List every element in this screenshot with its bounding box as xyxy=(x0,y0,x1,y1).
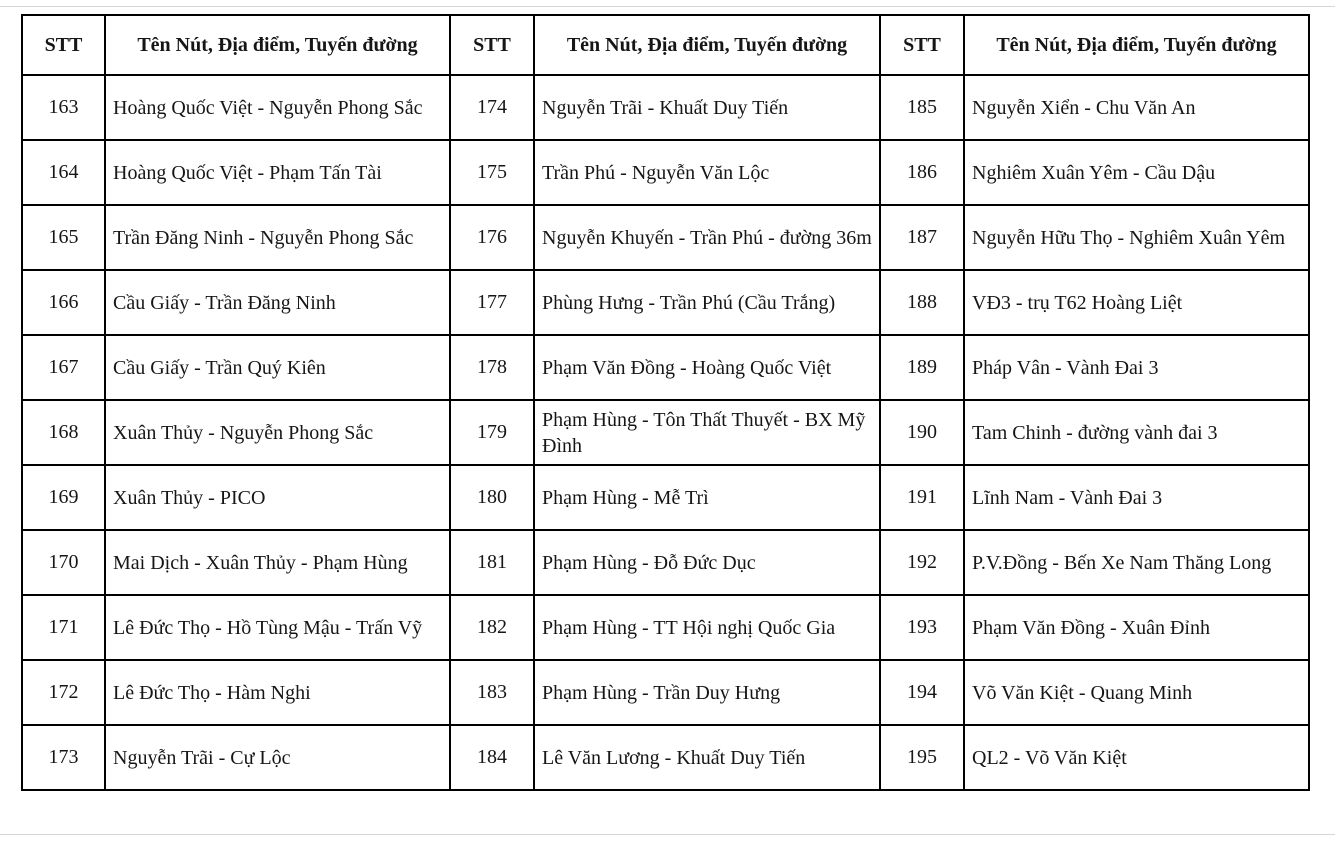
stt-cell: 192 xyxy=(880,530,964,595)
table-header xyxy=(22,15,1309,75)
route-cell: Hoàng Quốc Việt - Phạm Tấn Tài xyxy=(105,140,450,205)
stt-cell: 185 xyxy=(880,75,964,140)
table-row xyxy=(22,400,1309,465)
table-body xyxy=(22,75,1309,790)
stt-cell: 177 xyxy=(450,270,534,335)
stt-cell: 170 xyxy=(22,530,105,595)
route-cell: VĐ3 - trụ T62 Hoàng Liệt xyxy=(964,270,1309,335)
table-row xyxy=(22,270,1309,335)
route-cell: Pháp Vân - Vành Đai 3 xyxy=(964,335,1309,400)
route-cell: Phạm Hùng - TT Hội nghị Quốc Gia xyxy=(534,595,880,660)
stt-cell: 175 xyxy=(450,140,534,205)
route-cell: Phạm Hùng - Tôn Thất Thuyết - BX Mỹ Đình xyxy=(534,400,880,465)
stt-cell: 176 xyxy=(450,205,534,270)
route-cell: Nguyễn Trãi - Khuất Duy Tiến xyxy=(534,75,880,140)
stt-cell: 167 xyxy=(22,335,105,400)
stt-cell: 194 xyxy=(880,660,964,725)
route-cell: Võ Văn Kiệt - Quang Minh xyxy=(964,660,1309,725)
stt-cell: 188 xyxy=(880,270,964,335)
stt-cell: 166 xyxy=(22,270,105,335)
stt-cell: 164 xyxy=(22,140,105,205)
stt-cell: 181 xyxy=(450,530,534,595)
route-cell: Trần Phú - Nguyễn Văn Lộc xyxy=(534,140,880,205)
stt-cell: 169 xyxy=(22,465,105,530)
stt-cell: 195 xyxy=(880,725,964,790)
route-cell: Xuân Thủy - Nguyễn Phong Sắc xyxy=(105,400,450,465)
route-cell: Lê Văn Lương - Khuất Duy Tiến xyxy=(534,725,880,790)
route-cell: Lĩnh Nam - Vành Đai 3 xyxy=(964,465,1309,530)
route-cell: Cầu Giấy - Trần Quý Kiên xyxy=(105,335,450,400)
stt-cell: 190 xyxy=(880,400,964,465)
route-cell: Phạm Văn Đồng - Hoàng Quốc Việt xyxy=(534,335,880,400)
stt-cell: 180 xyxy=(450,465,534,530)
table-row xyxy=(22,205,1309,270)
stt-cell: 184 xyxy=(450,725,534,790)
route-cell: Lê Đức Thọ - Hồ Tùng Mậu - Trấn Vỹ xyxy=(105,595,450,660)
route-header: Tên Nút, Địa điểm, Tuyến đường xyxy=(534,15,880,75)
route-header: Tên Nút, Địa điểm, Tuyến đường xyxy=(105,15,450,75)
stt-cell: 168 xyxy=(22,400,105,465)
stt-header: STT xyxy=(880,15,964,75)
table-row xyxy=(22,465,1309,530)
route-cell: Mai Dịch - Xuân Thủy - Phạm Hùng xyxy=(105,530,450,595)
route-cell: Phạm Hùng - Đỗ Đức Dục xyxy=(534,530,880,595)
route-cell: P.V.Đồng - Bến Xe Nam Thăng Long xyxy=(964,530,1309,595)
stt-cell: 186 xyxy=(880,140,964,205)
route-cell: Nguyễn Khuyến - Trần Phú - đường 36m xyxy=(534,205,880,270)
table-row xyxy=(22,595,1309,660)
stt-header: STT xyxy=(22,15,105,75)
stt-cell: 183 xyxy=(450,660,534,725)
stt-header: STT xyxy=(450,15,534,75)
stt-cell: 173 xyxy=(22,725,105,790)
stt-cell: 178 xyxy=(450,335,534,400)
stt-cell: 179 xyxy=(450,400,534,465)
route-cell: Trần Đăng Ninh - Nguyễn Phong Sắc xyxy=(105,205,450,270)
route-cell: Cầu Giấy - Trần Đăng Ninh xyxy=(105,270,450,335)
stt-cell: 182 xyxy=(450,595,534,660)
table-row xyxy=(22,335,1309,400)
route-cell: QL2 - Võ Văn Kiệt xyxy=(964,725,1309,790)
stt-cell: 191 xyxy=(880,465,964,530)
route-cell: Tam Chinh - đường vành đai 3 xyxy=(964,400,1309,465)
stt-cell: 187 xyxy=(880,205,964,270)
route-cell: Phạm Hùng - Mễ Trì xyxy=(534,465,880,530)
route-cell: Nguyễn Xiển - Chu Văn An xyxy=(964,75,1309,140)
table-row xyxy=(22,725,1309,790)
stt-cell: 189 xyxy=(880,335,964,400)
table-row xyxy=(22,660,1309,725)
stt-cell: 165 xyxy=(22,205,105,270)
route-cell: Lê Đức Thọ - Hàm Nghi xyxy=(105,660,450,725)
page-bottom-rule xyxy=(0,834,1335,835)
route-cell: Phạm Văn Đồng - Xuân Đỉnh xyxy=(964,595,1309,660)
header-row xyxy=(22,15,1309,75)
route-cell: Nghiêm Xuân Yêm - Cầu Dậu xyxy=(964,140,1309,205)
stt-cell: 193 xyxy=(880,595,964,660)
route-cell: Phùng Hưng - Trần Phú (Cầu Trắng) xyxy=(534,270,880,335)
route-cell: Xuân Thủy - PICO xyxy=(105,465,450,530)
stt-cell: 172 xyxy=(22,660,105,725)
traffic-node-table xyxy=(21,14,1310,791)
table-row xyxy=(22,140,1309,205)
route-header: Tên Nút, Địa điểm, Tuyến đường xyxy=(964,15,1309,75)
page-top-rule xyxy=(0,6,1335,7)
table-row xyxy=(22,530,1309,595)
stt-cell: 163 xyxy=(22,75,105,140)
route-cell: Phạm Hùng - Trần Duy Hưng xyxy=(534,660,880,725)
route-cell: Nguyễn Trãi - Cự Lộc xyxy=(105,725,450,790)
stt-cell: 171 xyxy=(22,595,105,660)
route-cell: Nguyễn Hữu Thọ - Nghiêm Xuân Yêm xyxy=(964,205,1309,270)
stt-cell: 174 xyxy=(450,75,534,140)
table-row xyxy=(22,75,1309,140)
route-cell: Hoàng Quốc Việt - Nguyễn Phong Sắc xyxy=(105,75,450,140)
